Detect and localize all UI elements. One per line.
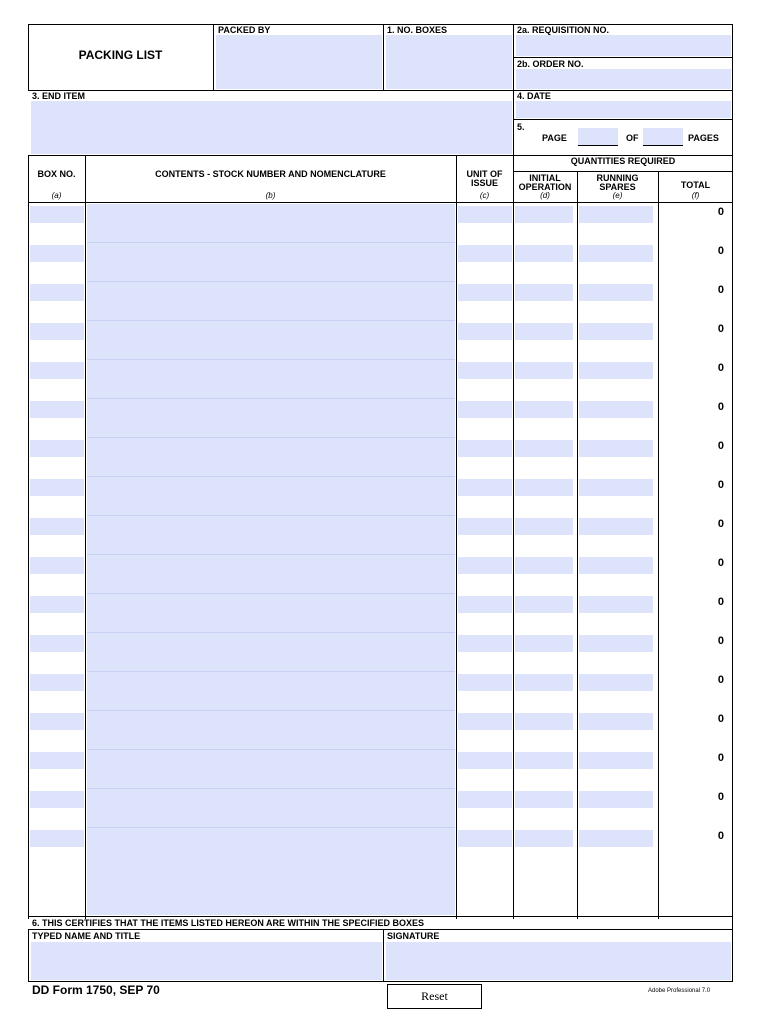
rule <box>513 171 733 172</box>
box-no-field[interactable] <box>30 830 84 847</box>
running-spares-field[interactable] <box>579 674 653 691</box>
box-no-field[interactable] <box>30 674 84 691</box>
signature-field[interactable] <box>386 942 731 980</box>
typed-name-field[interactable] <box>31 942 382 980</box>
running-spares-field[interactable] <box>579 830 653 847</box>
total-value: 0 <box>717 557 724 569</box>
contents-field[interactable] <box>89 713 453 730</box>
packed-by-field[interactable] <box>216 35 382 89</box>
total-value: 0 <box>717 635 724 647</box>
row-divider <box>87 398 455 399</box>
end-item-label: 3. END ITEM <box>32 91 86 101</box>
box-no-field[interactable] <box>30 323 84 340</box>
unit-of-issue-field[interactable] <box>458 245 512 262</box>
initial-operation-field[interactable] <box>515 518 573 535</box>
unit-of-issue-field[interactable] <box>458 713 512 730</box>
initial-operation-field[interactable] <box>515 206 573 223</box>
initial-line1: INITIAL <box>529 173 561 183</box>
column-sub-d: (d) <box>540 191 550 200</box>
initial-operation-field[interactable] <box>515 245 573 262</box>
column-sub-b: (b) <box>265 191 276 200</box>
running-spares-field[interactable] <box>579 440 653 457</box>
unit-of-issue-field[interactable] <box>458 674 512 691</box>
total-value: 0 <box>717 323 724 335</box>
row-divider <box>87 515 455 516</box>
row-divider <box>87 320 455 321</box>
certification-statement: 6. THIS CERTIFIES THAT THE ITEMS LISTED HEREON ARE WITHIN THE SPECIFIED BOXES <box>32 918 425 928</box>
order-label: 2b. ORDER NO. <box>517 59 584 69</box>
end-item-field[interactable] <box>31 101 512 154</box>
total-value: 0 <box>717 401 724 413</box>
contents-field[interactable] <box>89 752 453 769</box>
typed-name-label: TYPED NAME AND TITLE <box>32 931 141 941</box>
initial-operation-field[interactable] <box>515 284 573 301</box>
row-divider <box>87 593 455 594</box>
initial-operation-field[interactable] <box>515 401 573 418</box>
unit-of-issue-field[interactable] <box>458 596 512 613</box>
row-divider <box>87 710 455 711</box>
rule <box>578 145 618 146</box>
box-no-field[interactable] <box>30 206 84 223</box>
unit-line2: ISSUE <box>470 178 498 188</box>
box-no-field[interactable] <box>30 518 84 535</box>
requisition-label: 2a. REQUISITION NO. <box>517 25 610 35</box>
rule <box>513 119 733 120</box>
rule <box>28 981 733 982</box>
unit-of-issue-field[interactable] <box>458 362 512 379</box>
order-field[interactable] <box>516 69 731 89</box>
row-divider <box>87 281 455 282</box>
row-divider <box>87 476 455 477</box>
signature-label: SIGNATURE <box>387 931 440 941</box>
column-header-contents: CONTENTS - STOCK NUMBER AND NOMENCLATURE <box>155 169 386 179</box>
total-value: 0 <box>717 830 724 842</box>
contents-field[interactable] <box>89 323 453 340</box>
reset-button[interactable]: Reset <box>387 984 482 1009</box>
total-value: 0 <box>717 362 724 374</box>
no-boxes-label: 1. NO. BOXES <box>387 25 448 35</box>
initial-operation-field[interactable] <box>515 323 573 340</box>
unit-of-issue-field[interactable] <box>458 635 512 652</box>
column-sub-f: (f) <box>691 191 700 200</box>
contents-field[interactable] <box>89 830 453 847</box>
total-value: 0 <box>717 206 724 218</box>
box-no-field[interactable] <box>30 440 84 457</box>
contents-field[interactable] <box>89 635 453 652</box>
contents-field[interactable] <box>89 401 453 418</box>
unit-of-issue-field[interactable] <box>458 284 512 301</box>
initial-operation-field[interactable] <box>515 791 573 808</box>
column-header-running-spares <box>577 174 658 192</box>
column-sub-a: (a) <box>51 191 62 200</box>
total-value: 0 <box>717 284 724 296</box>
page-label: PAGE <box>542 133 567 143</box>
unit-of-issue-field[interactable] <box>458 323 512 340</box>
total-value: 0 <box>717 518 724 530</box>
row-divider <box>87 788 455 789</box>
box-no-field[interactable] <box>30 791 84 808</box>
running-spares-field[interactable] <box>579 557 653 574</box>
unit-of-issue-field[interactable] <box>458 752 512 769</box>
total-value: 0 <box>717 440 724 452</box>
initial-line2: OPERATION <box>518 182 572 192</box>
page-title: PACKING LIST <box>78 48 163 62</box>
contents-field[interactable] <box>89 284 453 301</box>
row-divider <box>87 632 455 633</box>
initial-operation-field[interactable] <box>515 557 573 574</box>
running-spares-field[interactable] <box>579 596 653 613</box>
running-line2: SPARES <box>599 182 636 192</box>
rule <box>85 155 86 919</box>
initial-operation-field[interactable] <box>515 635 573 652</box>
row-divider <box>87 437 455 438</box>
column-header-total: TOTAL <box>680 180 711 190</box>
unit-of-issue-field[interactable] <box>458 791 512 808</box>
unit-of-issue-field[interactable] <box>458 518 512 535</box>
unit-of-issue-field[interactable] <box>458 206 512 223</box>
rule <box>513 57 733 58</box>
rule <box>28 24 733 25</box>
box-no-field[interactable] <box>30 596 84 613</box>
rule <box>383 929 384 982</box>
unit-line1: UNIT OF <box>466 169 503 179</box>
contents-field[interactable] <box>89 362 453 379</box>
box-no-field[interactable] <box>30 557 84 574</box>
rule <box>213 24 214 90</box>
row-divider <box>87 749 455 750</box>
contents-field[interactable] <box>89 596 453 613</box>
rule <box>577 171 578 919</box>
row-divider <box>87 827 455 828</box>
running-spares-field[interactable] <box>579 401 653 418</box>
running-spares-field[interactable] <box>579 635 653 652</box>
rule <box>28 929 733 930</box>
rule <box>28 155 29 919</box>
initial-operation-field[interactable] <box>515 674 573 691</box>
box-no-field[interactable] <box>30 752 84 769</box>
pages-label: PAGES <box>688 133 719 143</box>
running-spares-field[interactable] <box>579 518 653 535</box>
contents-field[interactable] <box>89 206 453 223</box>
packed-by-label: PACKED BY <box>218 25 271 35</box>
box-no-field[interactable] <box>30 401 84 418</box>
column-header-initial-operation <box>513 174 577 192</box>
initial-operation-field[interactable] <box>515 752 573 769</box>
unit-of-issue-field[interactable] <box>458 557 512 574</box>
running-spares-field[interactable] <box>579 362 653 379</box>
row-divider <box>87 242 455 243</box>
row-divider <box>87 359 455 360</box>
unit-of-issue-field[interactable] <box>458 479 512 496</box>
box-no-field[interactable] <box>30 245 84 262</box>
row-divider <box>87 671 455 672</box>
box-no-field[interactable] <box>30 284 84 301</box>
rule <box>732 916 733 982</box>
initial-operation-field[interactable] <box>515 362 573 379</box>
contents-field[interactable] <box>89 674 453 691</box>
box-no-field[interactable] <box>30 713 84 730</box>
contents-field[interactable] <box>89 245 453 262</box>
running-spares-field[interactable] <box>579 752 653 769</box>
rule <box>28 929 29 982</box>
rule <box>28 916 733 917</box>
form-id: DD Form 1750, SEP 70 <box>32 983 160 997</box>
rule <box>643 145 683 146</box>
rule <box>28 90 733 91</box>
running-spares-field[interactable] <box>579 206 653 223</box>
contents-field[interactable] <box>89 791 453 808</box>
column-header-unit-of-issue <box>456 170 513 188</box>
contents-field[interactable] <box>89 440 453 457</box>
running-spares-field[interactable] <box>579 713 653 730</box>
initial-operation-field[interactable] <box>515 713 573 730</box>
unit-of-issue-field[interactable] <box>458 830 512 847</box>
initial-operation-field[interactable] <box>515 596 573 613</box>
total-value: 0 <box>717 752 724 764</box>
initial-operation-field[interactable] <box>515 830 573 847</box>
running-spares-field[interactable] <box>579 323 653 340</box>
running-spares-field[interactable] <box>579 245 653 262</box>
running-spares-field[interactable] <box>579 791 653 808</box>
column-sub-c: (c) <box>479 191 490 200</box>
column-header-box-no: BOX NO. <box>37 169 76 179</box>
contents-field[interactable] <box>89 479 453 496</box>
rule <box>658 171 659 919</box>
unit-of-issue-field[interactable] <box>458 440 512 457</box>
item5-label: 5. <box>517 122 525 132</box>
page-number-field[interactable] <box>578 128 618 145</box>
total-value: 0 <box>717 674 724 686</box>
total-value: 0 <box>717 245 724 257</box>
running-spares-field[interactable] <box>579 479 653 496</box>
date-field[interactable] <box>516 101 731 118</box>
box-no-field[interactable] <box>30 635 84 652</box>
initial-operation-field[interactable] <box>515 479 573 496</box>
unit-of-issue-field[interactable] <box>458 401 512 418</box>
of-label: OF <box>626 133 639 143</box>
box-no-field[interactable] <box>30 479 84 496</box>
column-header-quantities: QUANTITIES REQUIRED <box>570 156 676 166</box>
total-value: 0 <box>717 791 724 803</box>
box-no-field[interactable] <box>30 362 84 379</box>
row-divider <box>87 554 455 555</box>
rule <box>383 24 384 90</box>
producer-note: Adobe Professional 7.0 <box>648 988 711 994</box>
total-value: 0 <box>717 596 724 608</box>
running-spares-field[interactable] <box>579 284 653 301</box>
contents-field[interactable] <box>89 557 453 574</box>
date-label: 4. DATE <box>517 91 551 101</box>
rule <box>28 202 733 203</box>
total-value: 0 <box>717 713 724 725</box>
running-line1: RUNNING <box>596 173 639 183</box>
requisition-field[interactable] <box>516 35 731 56</box>
no-boxes-field[interactable] <box>386 35 512 89</box>
initial-operation-field[interactable] <box>515 440 573 457</box>
rule <box>513 155 514 919</box>
column-sub-e: (e) <box>612 191 623 200</box>
page-total-field[interactable] <box>643 128 683 145</box>
rule <box>456 155 457 919</box>
total-value: 0 <box>717 479 724 491</box>
contents-field[interactable] <box>89 518 453 535</box>
